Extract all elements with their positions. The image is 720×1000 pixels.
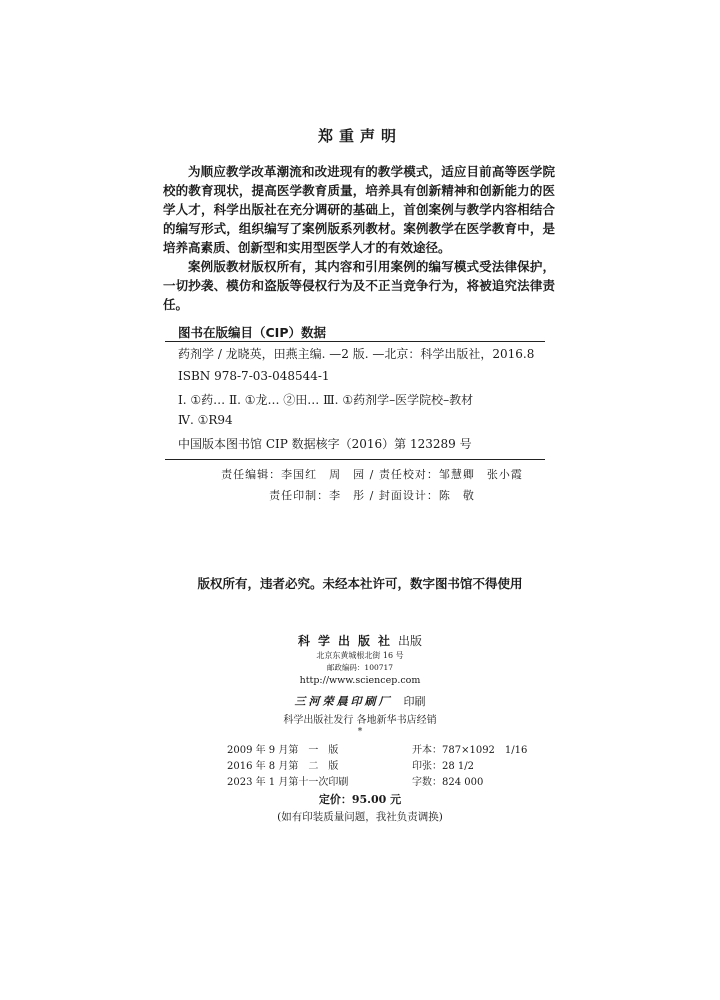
declaration-title: 郑重声明: [317, 127, 402, 145]
edition-info: 2016 年 8 月第 二 版: [227, 761, 339, 772]
publisher-address: 北京东黄城根北街 16 号: [316, 651, 404, 660]
printer-name: 三河荣晨印刷厂: [294, 695, 393, 708]
publisher-url: http://www.sciencep.com: [299, 675, 421, 686]
publisher-postcode: 邮政编码：100717: [326, 663, 394, 672]
format-info: 开本：787×1092 1/16: [412, 745, 528, 756]
cip-heading: 图书在版编目（CIP）数据: [178, 325, 326, 340]
cip-classification: Ⅳ. ①R94: [178, 413, 233, 427]
edition-info: 2009 年 9 月第 一 版: [227, 745, 339, 756]
cip-bibliographic-line: 药剂学 / 龙晓英，田燕主编. —2 版. —北京：科学出版社，2016.8: [178, 347, 535, 361]
publisher-line: [0, 632, 720, 649]
publisher-name: 科学出版社: [297, 634, 398, 648]
declaration-body: [163, 162, 555, 314]
credits-production: 责任印制：李 彤 / 封面设计：陈 敬: [269, 489, 475, 502]
distribution-line: 科学出版社发行 各地新华书店经销: [283, 715, 437, 726]
cip-record-number: 中国版本图书馆 CIP 数据核字（2016）第 123289 号: [178, 437, 472, 451]
printing-info: 2023 年 1 月第十一次印刷: [227, 777, 349, 788]
declaration-paragraph: 案例版教材版权所有，其内容和引用案例的编写模式受法律保护，一切抄袭、模仿和盗版等侵权行为及不正当竞争行为，将被追究法律责任。: [163, 259, 555, 312]
cip-subject-line: Ⅰ. ①药… Ⅱ. ①龙… ②田… Ⅲ. ①药剂学–医学院校–教材: [178, 393, 474, 407]
cip-isbn: ISBN 978-7-03-048544-1: [178, 369, 330, 383]
credits-editors: 责任编辑：李国红 周 园 / 责任校对：邹慧卿 张小霞: [221, 468, 523, 481]
copyright-warning: 版权所有，违者必究。未经本社许可，数字图书馆不得使用: [197, 576, 523, 591]
edition-row: [227, 773, 483, 788]
publish-word: 出版: [398, 634, 423, 648]
price: 定价：95.00 元: [318, 793, 402, 806]
print-word: 印刷: [403, 695, 426, 708]
exchange-note: (如有印装质量问题，我社负责调换): [277, 811, 443, 823]
printer-line: [0, 693, 720, 709]
edition-row: [227, 757, 474, 772]
sheets-info: 印张：28 1/2: [412, 761, 474, 772]
edition-row: [227, 741, 527, 756]
cip-bottom-rule: [165, 459, 545, 460]
cip-top-rule: [165, 341, 545, 342]
declaration-paragraph: 为顺应教学改革潮流和改进现有的教学模式，适应目前高等医学院校的教育现状，提高医学教育质量，培养具有创新精神和创新能力的医学人才，科学出版社在充分调研的基础上，首创案例与教学内容相结合的编写形式，组织编写了案例版系列教材。案例教学在医学教育中，是培养高素质、创新型和实用型医学人才的有效途径。: [163, 164, 555, 255]
separator-star: *: [357, 727, 363, 737]
word-count-info: 字数：824 000: [412, 777, 484, 788]
